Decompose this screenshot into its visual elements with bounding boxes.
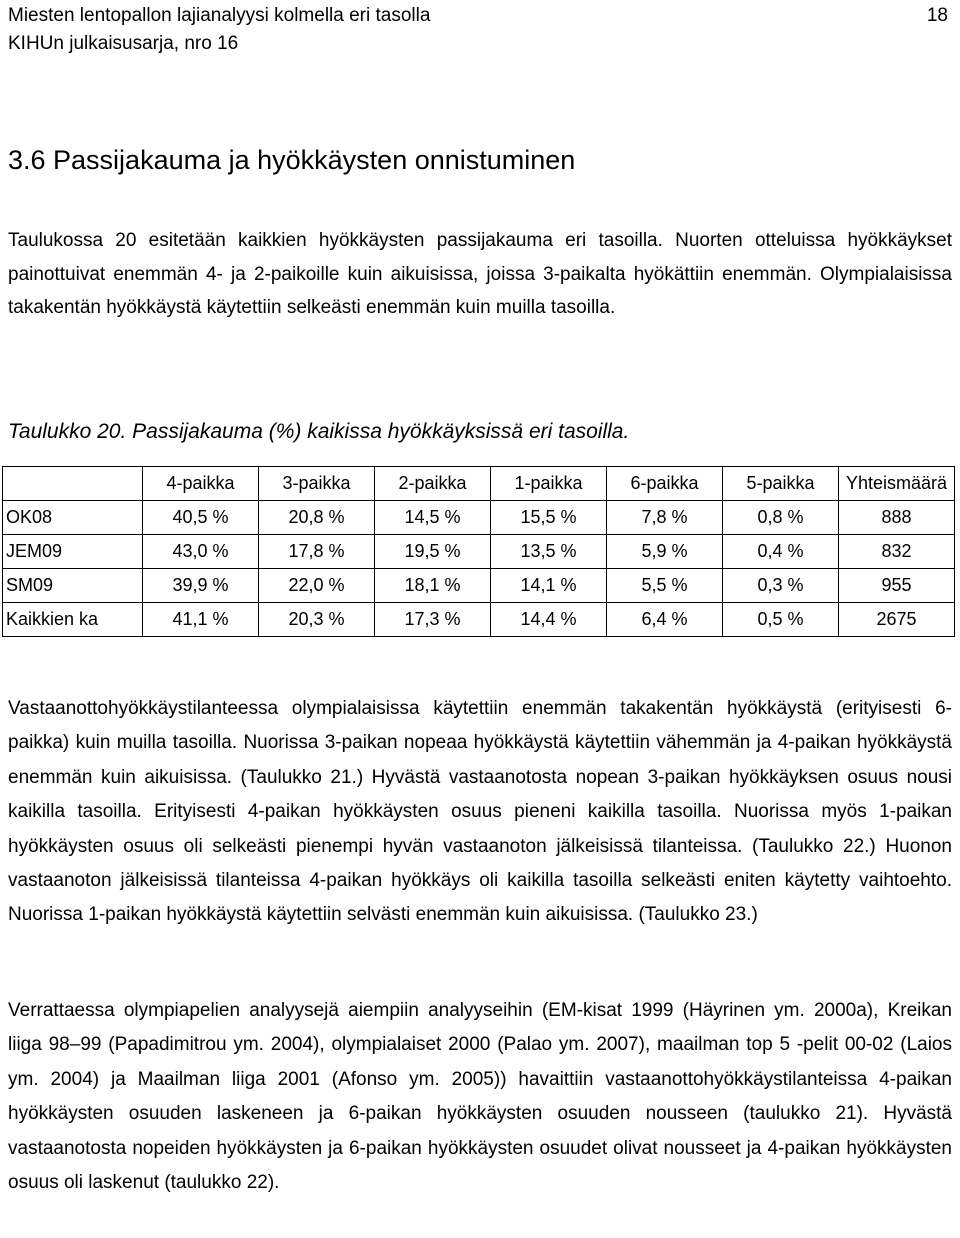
table-cell: 17,8 % xyxy=(259,535,375,569)
table-row xyxy=(3,569,955,603)
pass-distribution-table xyxy=(2,466,955,637)
header-series: KIHUn julkaisusarja, nro 16 xyxy=(8,33,239,54)
table-cell: 5,5 % xyxy=(607,569,723,603)
paragraph-reception-attacks: Vastaanottohyökkäystilanteessa olympialaisissa käytettiin enemmän takakentän hyökkäystä (erityisesti 6-paikka) kuin muilla tasoilla. Nuorissa 3-paikan nopeaa hyökkäystä käytettiin vähemmän ja 4-paikan hyökkäystä enemmän kuin aikuisissa. (Taulukko 21.) Hyvästä vastaanotosta nopean 3-paikan hyökkäyksen osuus nousi kaikilla tasoilla. Erityisesti 4-paikan hyökkäysten osuus pieneni kaikilla tasoilla. Nuorissa myös 1-paikan hyökkäysten osuus oli selkeästi pienempi hyvän vastaanoton jälkeisissä tilanteissa. (Taulukko 22.) Huonon vastaanoton jälkeisissä tilanteissa 4-paikan hyökkäys oli kaikilla tasoilla selkeästi eniten käytetty vaihtoehto. Nuorissa 1-paikan hyökkäystä käytettiin selvästi enemmän kuin aikuisissa. (Taulukko 23.) xyxy=(8,698,952,926)
paragraph-intro: Taulukossa 20 esitetään kaikkien hyökkäysten passijakauma eri tasoilla. Nuorten otteluissa hyökkäykset painottuivat enemmän 4- ja 2-paikoille kuin aikuisissa, joissa 3-paikalta hyökättiin enemmän. Olympialaisissa takakentän hyökkäystä käytettiin selkeästi enemmän kuin muilla tasoilla. xyxy=(8,230,952,318)
header-title: Miesten lentopallon lajianalyysi kolmella eri tasolla xyxy=(8,5,431,26)
row-label: SM09 xyxy=(3,569,143,603)
table-cell: 7,8 % xyxy=(607,501,723,535)
table-cell: 22,0 % xyxy=(259,569,375,603)
header-cell: 6-paikka xyxy=(607,467,723,501)
table-cell: 14,5 % xyxy=(375,501,491,535)
row-label: OK08 xyxy=(3,501,143,535)
table-cell: 6,4 % xyxy=(607,603,723,637)
header-cell: 3-paikka xyxy=(259,467,375,501)
table-cell: 0,3 % xyxy=(723,569,839,603)
header-cell: 5-paikka xyxy=(723,467,839,501)
table-cell: 20,8 % xyxy=(259,501,375,535)
table-cell: 888 xyxy=(839,501,955,535)
table-row xyxy=(3,603,955,637)
table-cell: 39,9 % xyxy=(143,569,259,603)
table-cell: 40,5 % xyxy=(143,501,259,535)
table-cell: 0,8 % xyxy=(723,501,839,535)
table-cell: 832 xyxy=(839,535,955,569)
section-title: 3.6 Passijakauma ja hyökkäysten onnistuminen xyxy=(8,145,576,175)
header-cell-empty xyxy=(3,467,143,501)
table-cell: 14,4 % xyxy=(491,603,607,637)
row-label: JEM09 xyxy=(3,535,143,569)
header-cell: Yhteismäärä xyxy=(839,467,955,501)
header-cell: 2-paikka xyxy=(375,467,491,501)
page-number: 18 xyxy=(926,5,948,26)
table-cell: 13,5 % xyxy=(491,535,607,569)
table-cell: 15,5 % xyxy=(491,501,607,535)
table-cell: 2675 xyxy=(839,603,955,637)
header-cell: 1-paikka xyxy=(491,467,607,501)
table-cell: 41,1 % xyxy=(143,603,259,637)
row-label: Kaikkien ka xyxy=(3,603,143,637)
table-cell: 0,4 % xyxy=(723,535,839,569)
table-row xyxy=(3,535,955,569)
table-cell: 43,0 % xyxy=(143,535,259,569)
table-cell: 19,5 % xyxy=(375,535,491,569)
table-cell: 20,3 % xyxy=(259,603,375,637)
table-row xyxy=(3,501,955,535)
table-cell: 955 xyxy=(839,569,955,603)
table-cell: 17,3 % xyxy=(375,603,491,637)
table-cell: 18,1 % xyxy=(375,569,491,603)
table-cell: 14,1 % xyxy=(491,569,607,603)
paragraph-comparison: Verrattaessa olympiapelien analyysejä aiempiin analyyseihin (EM-kisat 1999 (Häyrinen ym. 2000a), Kreikan liiga 98–99 (Papadimitrou ym. 2004), olympialaiset 2000 (Palao ym. 2007), maailman top 5 -pelit 00-02 (Laios ym. 2004) ja Maailman liiga 2001 (Afonso ym. 2005)) havaittiin vastaanottohyökkäystilanteissa 4-paikan hyökkäysten osuuden laskeneen ja 6-paikan hyökkäysten osuuden nousseen (taulukko 21). Hyvästä vastaanotosta nopeiden hyökkäysten ja 6-paikan hyökkäysten osuudet olivat nousseet ja 4-paikan hyökkäysten osuus oli laskenut (taulukko 22). xyxy=(8,1000,952,1194)
table-header-row xyxy=(3,467,955,501)
table-cell: 0,5 % xyxy=(723,603,839,637)
table-caption: Taulukko 20. Passijakauma (%) kaikissa hyökkäyksissä eri tasoilla. xyxy=(8,420,630,443)
running-header xyxy=(8,2,952,58)
table-cell: 5,9 % xyxy=(607,535,723,569)
header-cell: 4-paikka xyxy=(143,467,259,501)
